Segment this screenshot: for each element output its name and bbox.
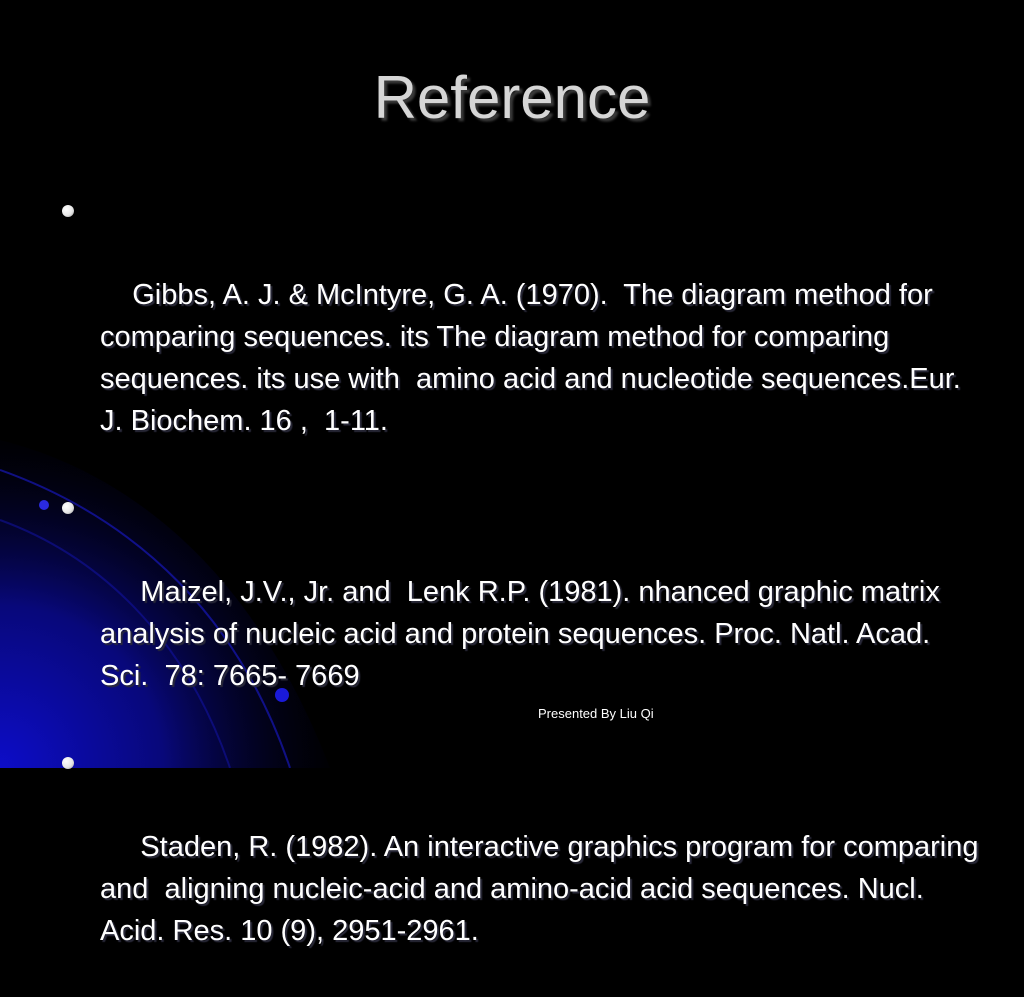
reference-item [100,742,987,994]
reference-text: Gibbs, A. J. & McIntyre, G. A. (1970). The diagram method for comparing sequences. its The diagram method for comparing sequences. its use with amino acid and nucleotide sequences.Eur. J. Biochem. 16 , 1-11. [100,279,969,437]
reference-text: Maizel, J.V., Jr. and Lenk R.P. (1981). nhanced graphic matrix analysis of nucleic acid and protein sequences. Proc. Natl. Acad. Sci. 78: 7665- 7669 [100,576,948,692]
reference-text: Staden, R. (1982). An interactive graphics program for comparing and aligning nucleic-acid and amino-acid acid sequences. Nucl. Acid. Res. 10 (9), 2951-2961. [100,831,987,947]
reference-list [100,190,987,997]
reference-item [100,487,980,739]
reference-item [100,190,980,484]
bullet-icon [62,757,74,769]
bullet-icon [62,502,74,514]
footer-presenter: Presented By Liu Qi [538,706,654,721]
bullet-icon [62,205,74,217]
slide-title: Reference [373,64,651,131]
